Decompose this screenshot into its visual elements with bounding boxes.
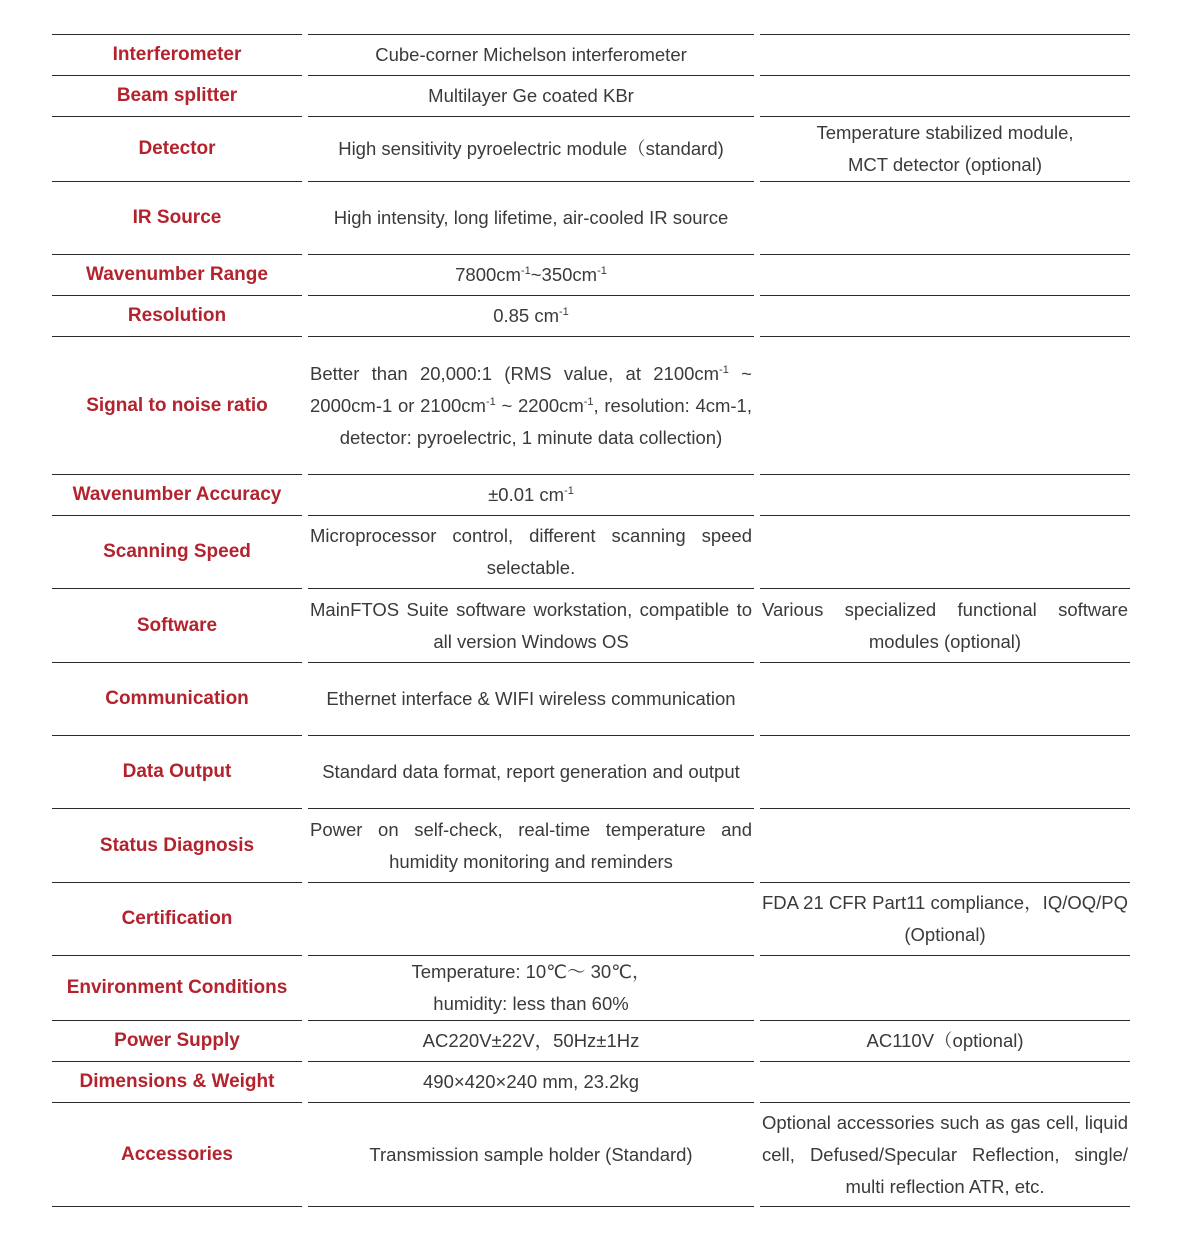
spec-label: Wavenumber Range [52,254,302,295]
spec-label: Software [52,588,302,662]
spec-label: Signal to noise ratio [52,336,302,474]
spec-label: Detector [52,116,302,181]
superscript: -1 [719,363,729,376]
spec-label: Beam splitter [52,75,302,116]
spec-row-data-output [52,735,1130,808]
spec-optional [760,474,1130,515]
spec-value: Microprocessor control, different scanning speed selectable. [308,515,754,588]
spec-value: 490×420×240 mm, 23.2kg [308,1061,754,1102]
superscript: -1 [597,264,607,277]
value-text: ±0.01 cm [488,484,565,505]
value-line: humidity: less than 60% [433,993,629,1014]
spec-optional: Optional accessories such as gas cell, liquid cell, Defused/Specular Reflection, single/ multi reflection ATR, etc. [760,1102,1130,1207]
specification-table [46,34,1136,1207]
spec-optional [760,116,1130,181]
spec-optional [760,955,1130,1020]
spec-optional: FDA 21 CFR Part11 compliance，IQ/OQ/PQ (Optional) [760,882,1130,955]
spec-row-status-diagnosis [52,808,1130,882]
spec-value: MainFTOS Suite software workstation, compatible to all version Windows OS [308,588,754,662]
value-text: 0.85 cm [493,305,560,326]
spec-value: High sensitivity pyroelectric module（standard) [308,116,754,181]
spec-row-dimensions-weight [52,1061,1130,1102]
spec-optional-line: MCT detector (optional) [848,154,1042,175]
spec-optional: Various specialized functional software modules (optional) [760,588,1130,662]
superscript: -1 [485,395,496,408]
spec-row-software [52,588,1130,662]
spec-row-beam-splitter [52,75,1130,116]
spec-label: Communication [52,662,302,735]
value-text: Better than 20,000:1 (RMS value, at 2100cm [310,362,720,384]
spec-optional [760,515,1130,588]
spec-value: Cube-corner Michelson interferometer [308,34,754,75]
spec-row-signal-to-noise [52,336,1130,474]
spec-value: Ethernet interface & WIFI wireless communication [308,662,754,735]
value-text: , resolution: 4cm-1, detector: pyroelectric, 1 minute data collection) [339,394,752,448]
spec-label: Resolution [52,295,302,336]
superscript: -1 [520,264,531,277]
spec-optional [760,336,1130,474]
spec-value: Power on self-check, real-time temperature and humidity monitoring and reminders [308,808,754,882]
spec-optional [760,34,1130,75]
spec-optional [760,662,1130,735]
spec-value: Multilayer Ge coated KBr [308,75,754,116]
spec-value: Standard data format, report generation and output [308,735,754,808]
spec-row-interferometer [52,34,1130,75]
spec-optional [760,808,1130,882]
spec-value [308,955,754,1020]
spec-row-wavenumber-range [52,254,1130,295]
value-text: ~ 2200cm [495,394,584,416]
spec-row-ir-source [52,181,1130,254]
spec-label: Wavenumber Accuracy [52,474,302,515]
spec-optional [760,1061,1130,1102]
spec-label: Certification [52,882,302,955]
spec-optional: AC110V（optional) [760,1020,1130,1061]
spec-label: Dimensions & Weight [52,1061,302,1102]
spec-row-wavenumber-accuracy [52,474,1130,515]
spec-row-resolution [52,295,1130,336]
spec-value [308,254,754,295]
spec-row-scanning-speed [52,515,1130,588]
spec-value: High intensity, long lifetime, air-cooled IR source [308,181,754,254]
spec-value [308,295,754,336]
superscript: -1 [559,305,569,318]
value-text: 7800cm [455,264,521,285]
spec-row-communication [52,662,1130,735]
spec-label: Environment Conditions [52,955,302,1020]
spec-row-accessories [52,1102,1130,1207]
spec-label: Accessories [52,1102,302,1207]
spec-label: Data Output [52,735,302,808]
spec-value: AC220V±22V，50Hz±1Hz [308,1020,754,1061]
spec-value: Transmission sample holder (Standard) [308,1102,754,1207]
spec-optional [760,75,1130,116]
spec-row-power-supply [52,1020,1130,1061]
spec-label: Interferometer [52,34,302,75]
spec-row-detector [52,116,1130,181]
value-text: ~ 2000cm-1 or 2100cm [310,362,752,416]
spec-row-certification [52,882,1130,955]
spec-label: Power Supply [52,1020,302,1061]
superscript: -1 [564,484,574,497]
spec-value [308,474,754,515]
spec-optional-line: Temperature stabilized module, [816,122,1074,143]
superscript: -1 [583,395,594,408]
spec-optional [760,181,1130,254]
value-line: Temperature: 10℃～ 30℃， [411,961,651,982]
spec-optional [760,295,1130,336]
spec-label: Status Diagnosis [52,808,302,882]
spec-optional [760,735,1130,808]
spec-optional [760,254,1130,295]
spec-row-environment-conditions [52,955,1130,1020]
spec-value [308,882,754,955]
spec-label: Scanning Speed [52,515,302,588]
value-text: ~350cm [530,264,598,285]
spec-label: IR Source [52,181,302,254]
spec-value [308,336,754,474]
